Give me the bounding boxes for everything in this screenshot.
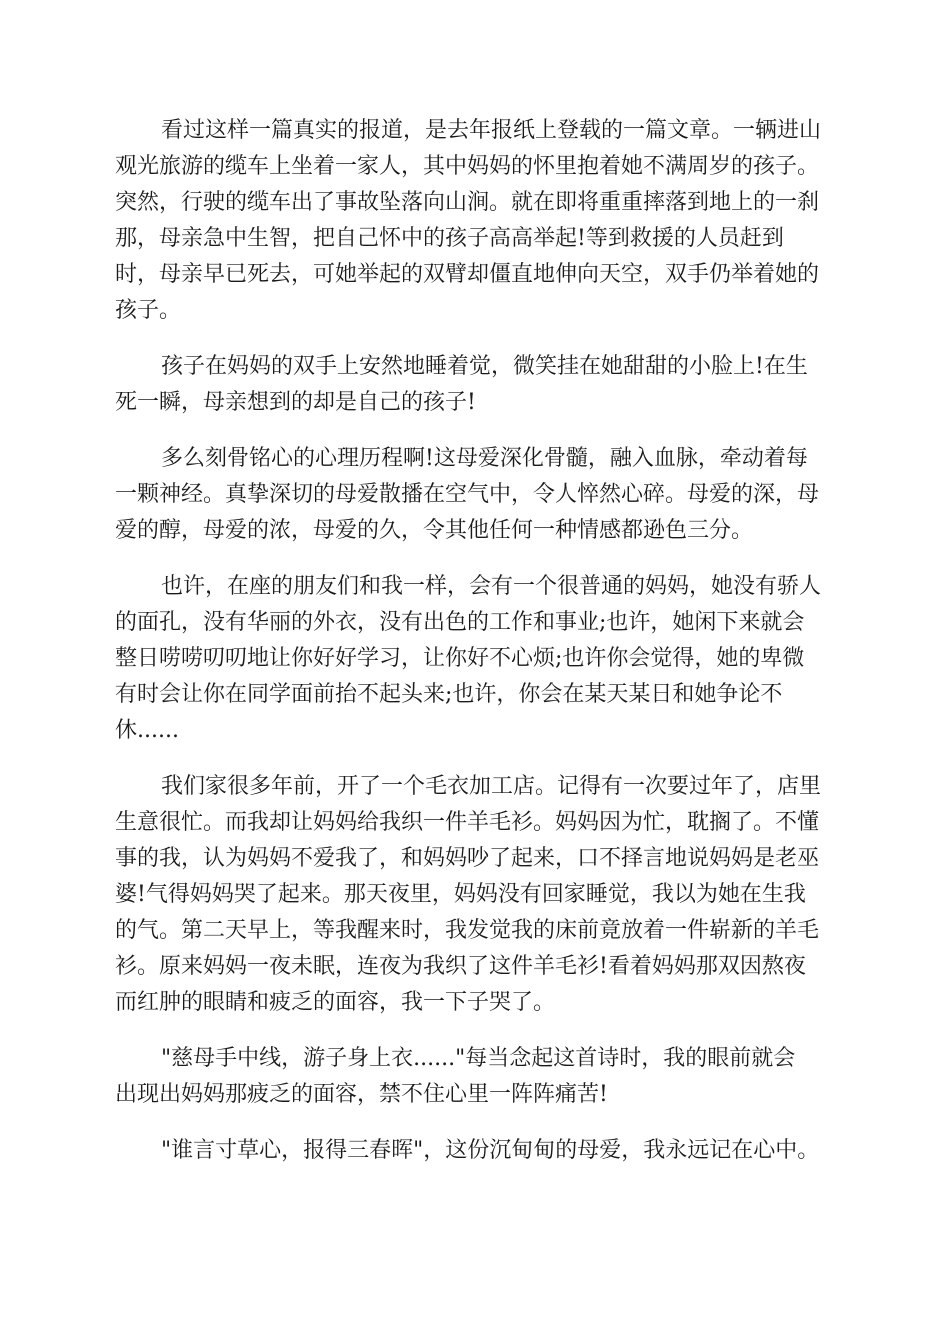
- document-page: [115, 113, 835, 1189]
- paragraph-1: [115, 113, 835, 329]
- text-line: 多么刻骨铭心的心理历程啊!这母爱深化骨髓，融入血脉，牵动着每: [161, 446, 808, 471]
- text-line: 一颗神经。真挚深切的母爱散播在空气中，令人悴然心碎。母爱的深，母: [115, 482, 820, 507]
- paragraph-5: [115, 769, 835, 1021]
- paragraph-3: [115, 441, 835, 549]
- text-line: 观光旅游的缆车上坐着一家人，其中妈妈的怀里抱着她不满周岁的孩子。: [115, 154, 820, 179]
- text-line: 爱的醇，母爱的浓，母爱的久，令其他任何一种情感都逊色三分。: [115, 518, 754, 543]
- paragraph-7: [115, 1133, 835, 1169]
- text-line: 那，母亲急中生智，把自己怀中的孩子高高举起!等到救援的人员赶到: [115, 226, 784, 251]
- text-line: 孩子在妈妈的双手上安然地睡着觉，微笑挂在她甜甜的小脸上!在生: [161, 354, 808, 379]
- text-line: 看过这样一篇真实的报道，是去年报纸上登载的一篇文章。一辆进山: [161, 118, 822, 143]
- text-line: 事的我，认为妈妈不爱我了，和妈妈吵了起来，口不择言地说妈妈是老巫: [115, 846, 820, 871]
- text-line: 时，母亲早已死去，可她举起的双臂却僵直地伸向天空，双手仍举着她的: [115, 262, 820, 287]
- paragraph-2: [115, 349, 835, 421]
- text-line: 也许，在座的朋友们和我一样，会有一个很普通的妈妈，她没有骄人: [161, 574, 822, 599]
- paragraph-4: [115, 569, 835, 749]
- text-line: 有时会让你在同学面前抬不起头来;也许，你会在某天某日和她争论不: [115, 682, 783, 707]
- text-line: 婆!气得妈妈哭了起来。那天夜里，妈妈没有回家睡觉，我以为她在生我: [115, 882, 806, 907]
- text-line: 孩子。: [115, 298, 182, 323]
- text-line: 衫。原来妈妈一夜未眠，连夜为我织了这件羊毛衫!看着妈妈那双因熬夜: [115, 954, 806, 979]
- paragraph-6: [115, 1041, 835, 1113]
- text-line: 出现出妈妈那疲乏的面容，禁不住心里一阵阵痛苦!: [115, 1082, 608, 1107]
- text-line: "慈母手中线，游子身上衣......"每当念起这首诗时，我的眼前就会: [161, 1046, 796, 1071]
- text-line: 生意很忙。而我却让妈妈给我织一件羊毛衫。妈妈因为忙，耽搁了。不懂: [115, 810, 820, 835]
- text-line: 突然，行驶的缆车出了事故坠落向山涧。就在即将重重摔落到地上的一刹: [115, 190, 820, 215]
- text-line: 整日唠唠叨叨地让你好好学习，让你好不心烦;也许你会觉得，她的卑微: [115, 646, 805, 671]
- text-line: 的气。第二天早上，等我醒来时，我发觉我的床前竟放着一件崭新的羊毛: [115, 918, 820, 943]
- text-line: 休......: [115, 718, 179, 743]
- text-line: "谁言寸草心，报得三春晖"，这份沉甸甸的母爱，我永远记在心中。: [161, 1138, 820, 1163]
- text-line: 的面孔，没有华丽的外衣，没有出色的工作和事业;也许，她闲下来就会: [115, 610, 805, 635]
- text-line: 我们家很多年前，开了一个毛衣加工店。记得有一次要过年了，店里: [161, 774, 822, 799]
- text-line: 死一瞬，母亲想到的却是自己的孩子!: [115, 390, 476, 415]
- text-line: 而红肿的眼睛和疲乏的面容，我一下子哭了。: [115, 990, 556, 1015]
